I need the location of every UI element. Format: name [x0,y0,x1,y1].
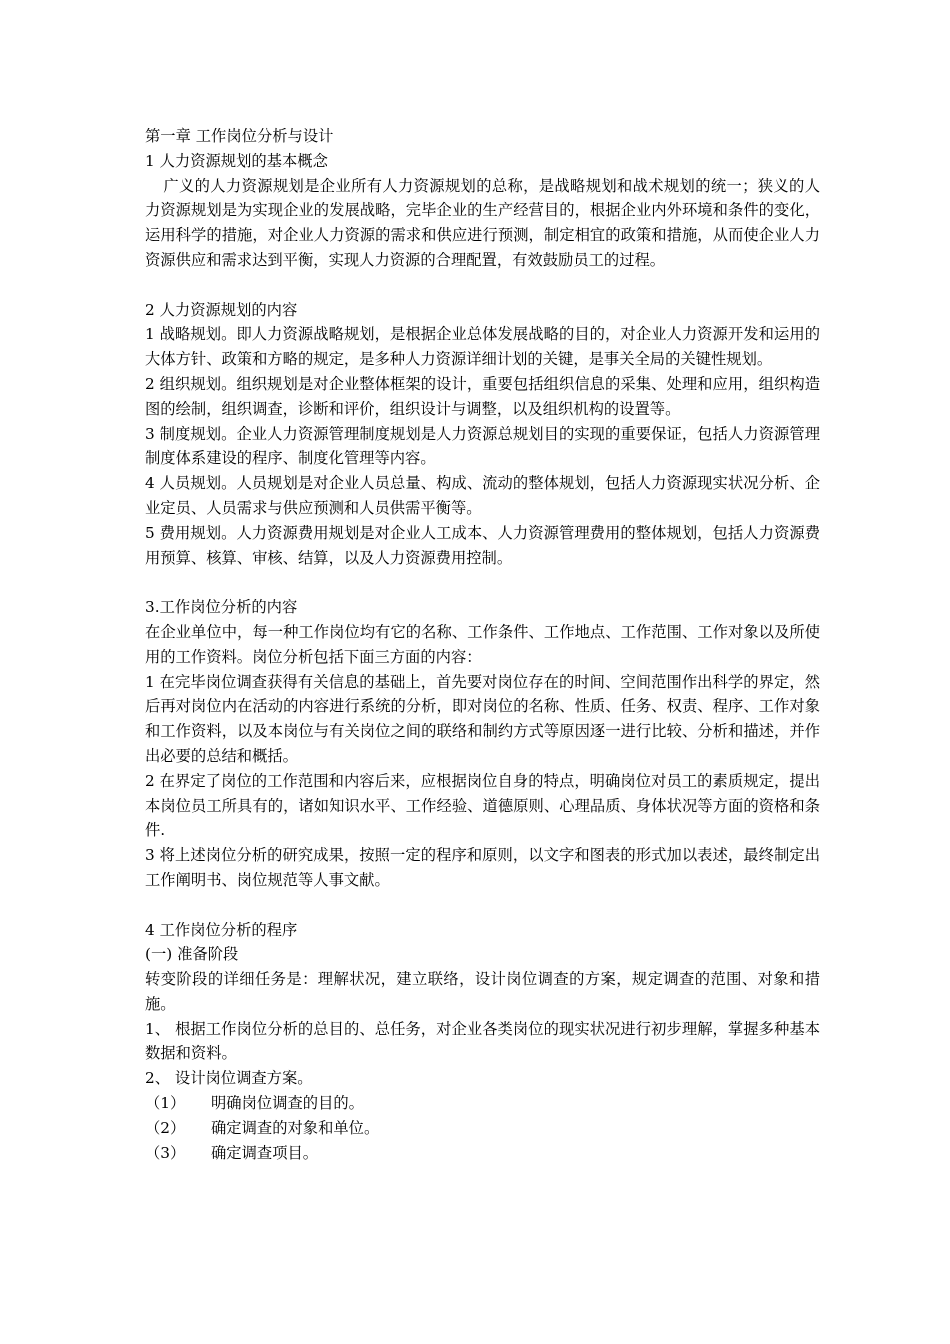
step-item: 2、 设计岗位调查方案。 [145,1069,313,1088]
blank-line [145,893,820,918]
sub-item [145,1091,820,1116]
document-page [145,124,820,1165]
section-heading-1: 1 人力资源规划的基本概念 [145,151,328,170]
stage-description: 转变阶段的详细任务是：理解状况，建立联络，设计岗位调查的方案，规定调查的范围、对象和措施。 [145,970,820,1013]
stage-heading: (一) 准备阶段 [145,945,239,964]
blank-line [145,570,820,595]
section-heading-3: 3.工作岗位分析的内容 [145,598,298,617]
section-2-item: 3 制度规划。企业人力资源管理制度规划是人力资源总规划目的实现的重要保证，包括人力资源管理制度体系建设的程序、制度化管理等内容。 [145,424,820,468]
sub-item [145,1141,820,1166]
section-3-item: 2 在界定了岗位的工作范围和内容后来，应根据岗位自身的特点，明确岗位对员工的素质规定，提出本岗位员工所具有的，诸如知识水平、工作经验、道德原则、心理品质、身体状况等方面的资格和条件. [145,771,820,840]
section-2-item: 4 人员规划。人员规划是对企业人员总量、构成、流动的整体规划，包括人力资源现实状况分析、企业定员、人员需求与供应预测和人员供需平衡等。 [145,474,820,517]
sub-item-number: （2） [145,1118,186,1137]
sub-item [145,1116,820,1141]
section-1-paragraph: 广义的人力资源规划是企业所有人力资源规划的总称，是战略规划和战术规划的统一；狭义的人力资源规划是为实现企业的发展战略，完毕企业的生产经营目的，根据企业内外环境和条件的变化，运用科学的措施，对企业人力资源的需求和供应进行预测，制定相宜的政策和措施，从而使企业人力资源供应和需求达到平衡，实现人力资源的合理配置，有效鼓励员工的过程。 [145,176,820,269]
section-heading-2: 2 人力资源规划的内容 [145,300,298,319]
section-3-item: 3 将上述岗位分析的研究成果，按照一定的程序和原则，以文字和图表的形式加以表述，最终制定出工作阐明书、岗位规范等人事文献。 [145,846,820,889]
section-3-intro: 在企业单位中，每一种工作岗位均有它的名称、工作条件、工作地点、工作范围、工作对象以及所使用的工作资料。岗位分析包括下面三方面的内容： [145,622,820,666]
chapter-title: 第一章 工作岗位分析与设计 [145,127,334,145]
sub-item-text: 确定调查项目。 [211,1143,319,1162]
section-heading-4: 4 工作岗位分析的程序 [145,920,298,939]
section-2-item: 1 战略规划。即人力资源战略规划，是根据企业总体发展战略的目的，对企业人力资源开发和运用的大体方针、政策和方略的规定，是多种人力资源详细计划的关键，是事关全局的关键性规划。 [145,325,820,369]
step-item: 1、 根据工作岗位分析的总目的、总任务，对企业各类岗位的现实状况进行初步理解，掌握多种基本数据和资料。 [145,1019,820,1063]
section-2-item: 5 费用规划。人力资源费用规划是对企业人工成本、人力资源管理费用的整体规划，包括人力资源费用预算、核算、审核、结算，以及人力资源费用控制。 [145,523,820,567]
section-2-item: 2 组织规划。组织规划是对企业整体框架的设计，重要包括组织信息的采集、处理和应用，组织构造图的绘制，组织调查，诊断和评价，组织设计与调整，以及组织机构的设置等。 [145,374,820,418]
sub-item-number: （3） [145,1143,186,1162]
sub-item-number: （1） [145,1094,186,1113]
section-3-item: 1 在完毕岗位调查获得有关信息的基础上，首先要对岗位存在的时间、空间范围作出科学的界定，然后再对岗位内在活动的内容进行系统的分析，即对岗位的名称、性质、任务、权责、程序、工作对象和工作资料，以及本岗位与有关岗位之间的联络和制约方式等原因逐一进行比较、分析和描述，并作出必要的总结和概括。 [145,672,820,765]
blank-line [145,273,820,298]
sub-item-text: 确定调查的对象和单位。 [211,1118,380,1137]
sub-item-text: 明确岗位调查的目的。 [211,1094,364,1113]
